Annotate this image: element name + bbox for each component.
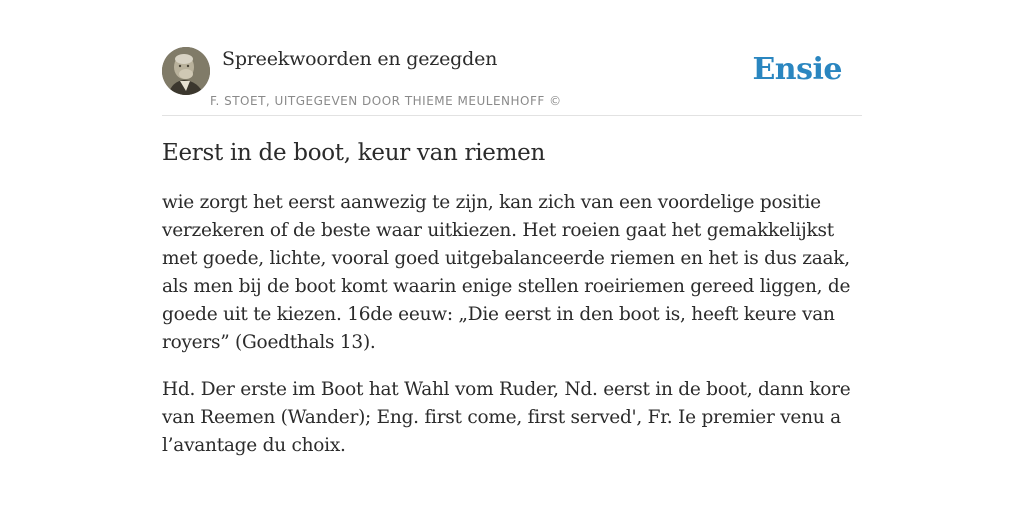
source-title[interactable]: Spreekwoorden en gezegden	[222, 48, 498, 70]
entry-card	[162, 46, 862, 479]
entry-paragraph: wie zorgt het eerst aanwezig te zijn, kan zich van een voordelige positie verzekeren of de beste waar uitkiezen. Het roeien gaat het gemakkelijkst met goede, lichte, vooral goed uitgebalanceerde riemen en het is dus zaak, als men bij de boot komt waarin enige stellen roeiriemen gereed liggen, de goede uit te kiezen. 16de eeuw: „Die eerst in den boot is, heeft keure van royers” (Goedthals 13).	[162, 192, 851, 353]
brand-logo[interactable]: Ensie	[752, 52, 842, 87]
entry-title: Eerst in de boot, keur van riemen	[162, 140, 545, 166]
entry-paragraph: Hd. Der erste im Boot hat Wahl vom Ruder, Nd. eerst in de boot, dann kore van Reemen (Wander); Eng. first come, first served', Fr. Ie premier venu a l’avantage du choix.	[162, 379, 851, 456]
author-portrait-icon	[162, 47, 210, 95]
source-header	[162, 46, 862, 116]
source-credit: F. STOET, UITGEGEVEN DOOR THIEME MEULENHOFF ©	[210, 94, 562, 108]
entry-body	[162, 189, 862, 460]
